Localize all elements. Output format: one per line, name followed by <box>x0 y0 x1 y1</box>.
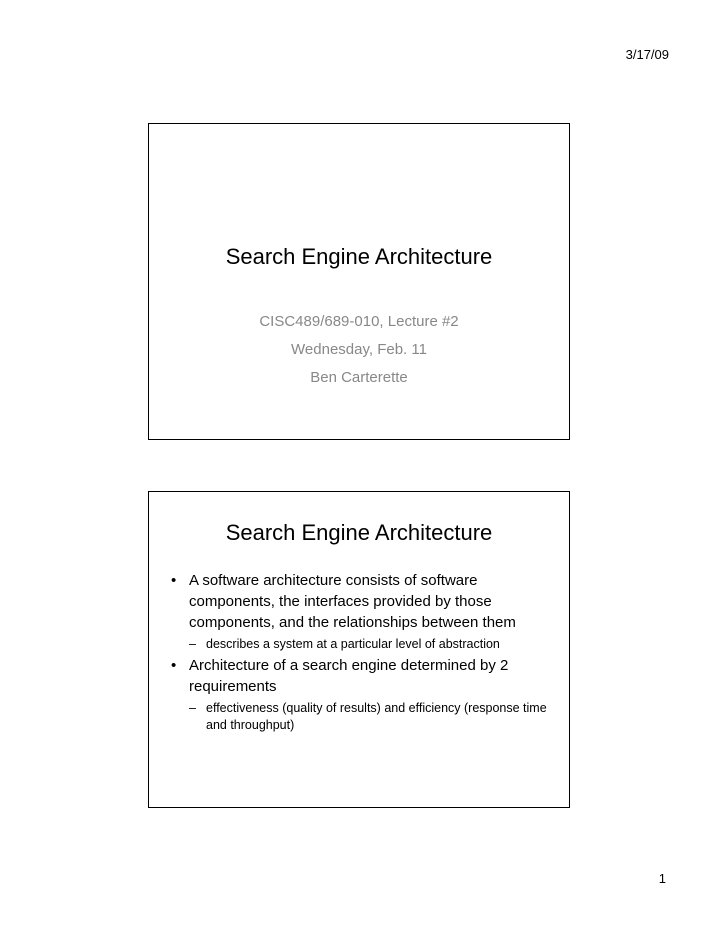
subtitle-course: CISC489/689-010, Lecture #2 <box>259 313 459 330</box>
sub-bullet-item <box>189 636 549 653</box>
subtitle-author: Ben Carterette <box>310 369 408 386</box>
bullet-item <box>171 655 549 697</box>
bullet-list <box>171 570 549 736</box>
page-number: 1 <box>658 871 666 886</box>
dash-icon: – <box>189 701 196 715</box>
bullet-text: Architecture of a search engine determined by 2 requirements <box>189 657 509 695</box>
slide-1 <box>148 123 570 440</box>
bullet-text: A software architecture consists of software components, the interfaces provided by those components, and the relationships between them <box>189 572 516 631</box>
page-date: 3/17/09 <box>625 47 669 62</box>
bullet-dot-icon: • <box>171 657 177 674</box>
slide-1-title: Search Engine Architecture <box>225 244 493 269</box>
sub-bullet-item <box>189 700 549 734</box>
sub-bullet-text: describes a system at a particular level of abstraction <box>206 637 500 651</box>
slide-2 <box>148 491 570 808</box>
slide-2-title: Search Engine Architecture <box>225 520 493 545</box>
subtitle-date: Wednesday, Feb. 11 <box>291 341 427 358</box>
dash-icon: – <box>189 637 196 651</box>
bullet-item <box>171 570 549 633</box>
slide-1-subtitle <box>149 308 569 392</box>
bullet-dot-icon: • <box>171 572 177 589</box>
sub-bullet-text: effectiveness (quality of results) and efficiency (response time and throughput) <box>206 701 547 732</box>
